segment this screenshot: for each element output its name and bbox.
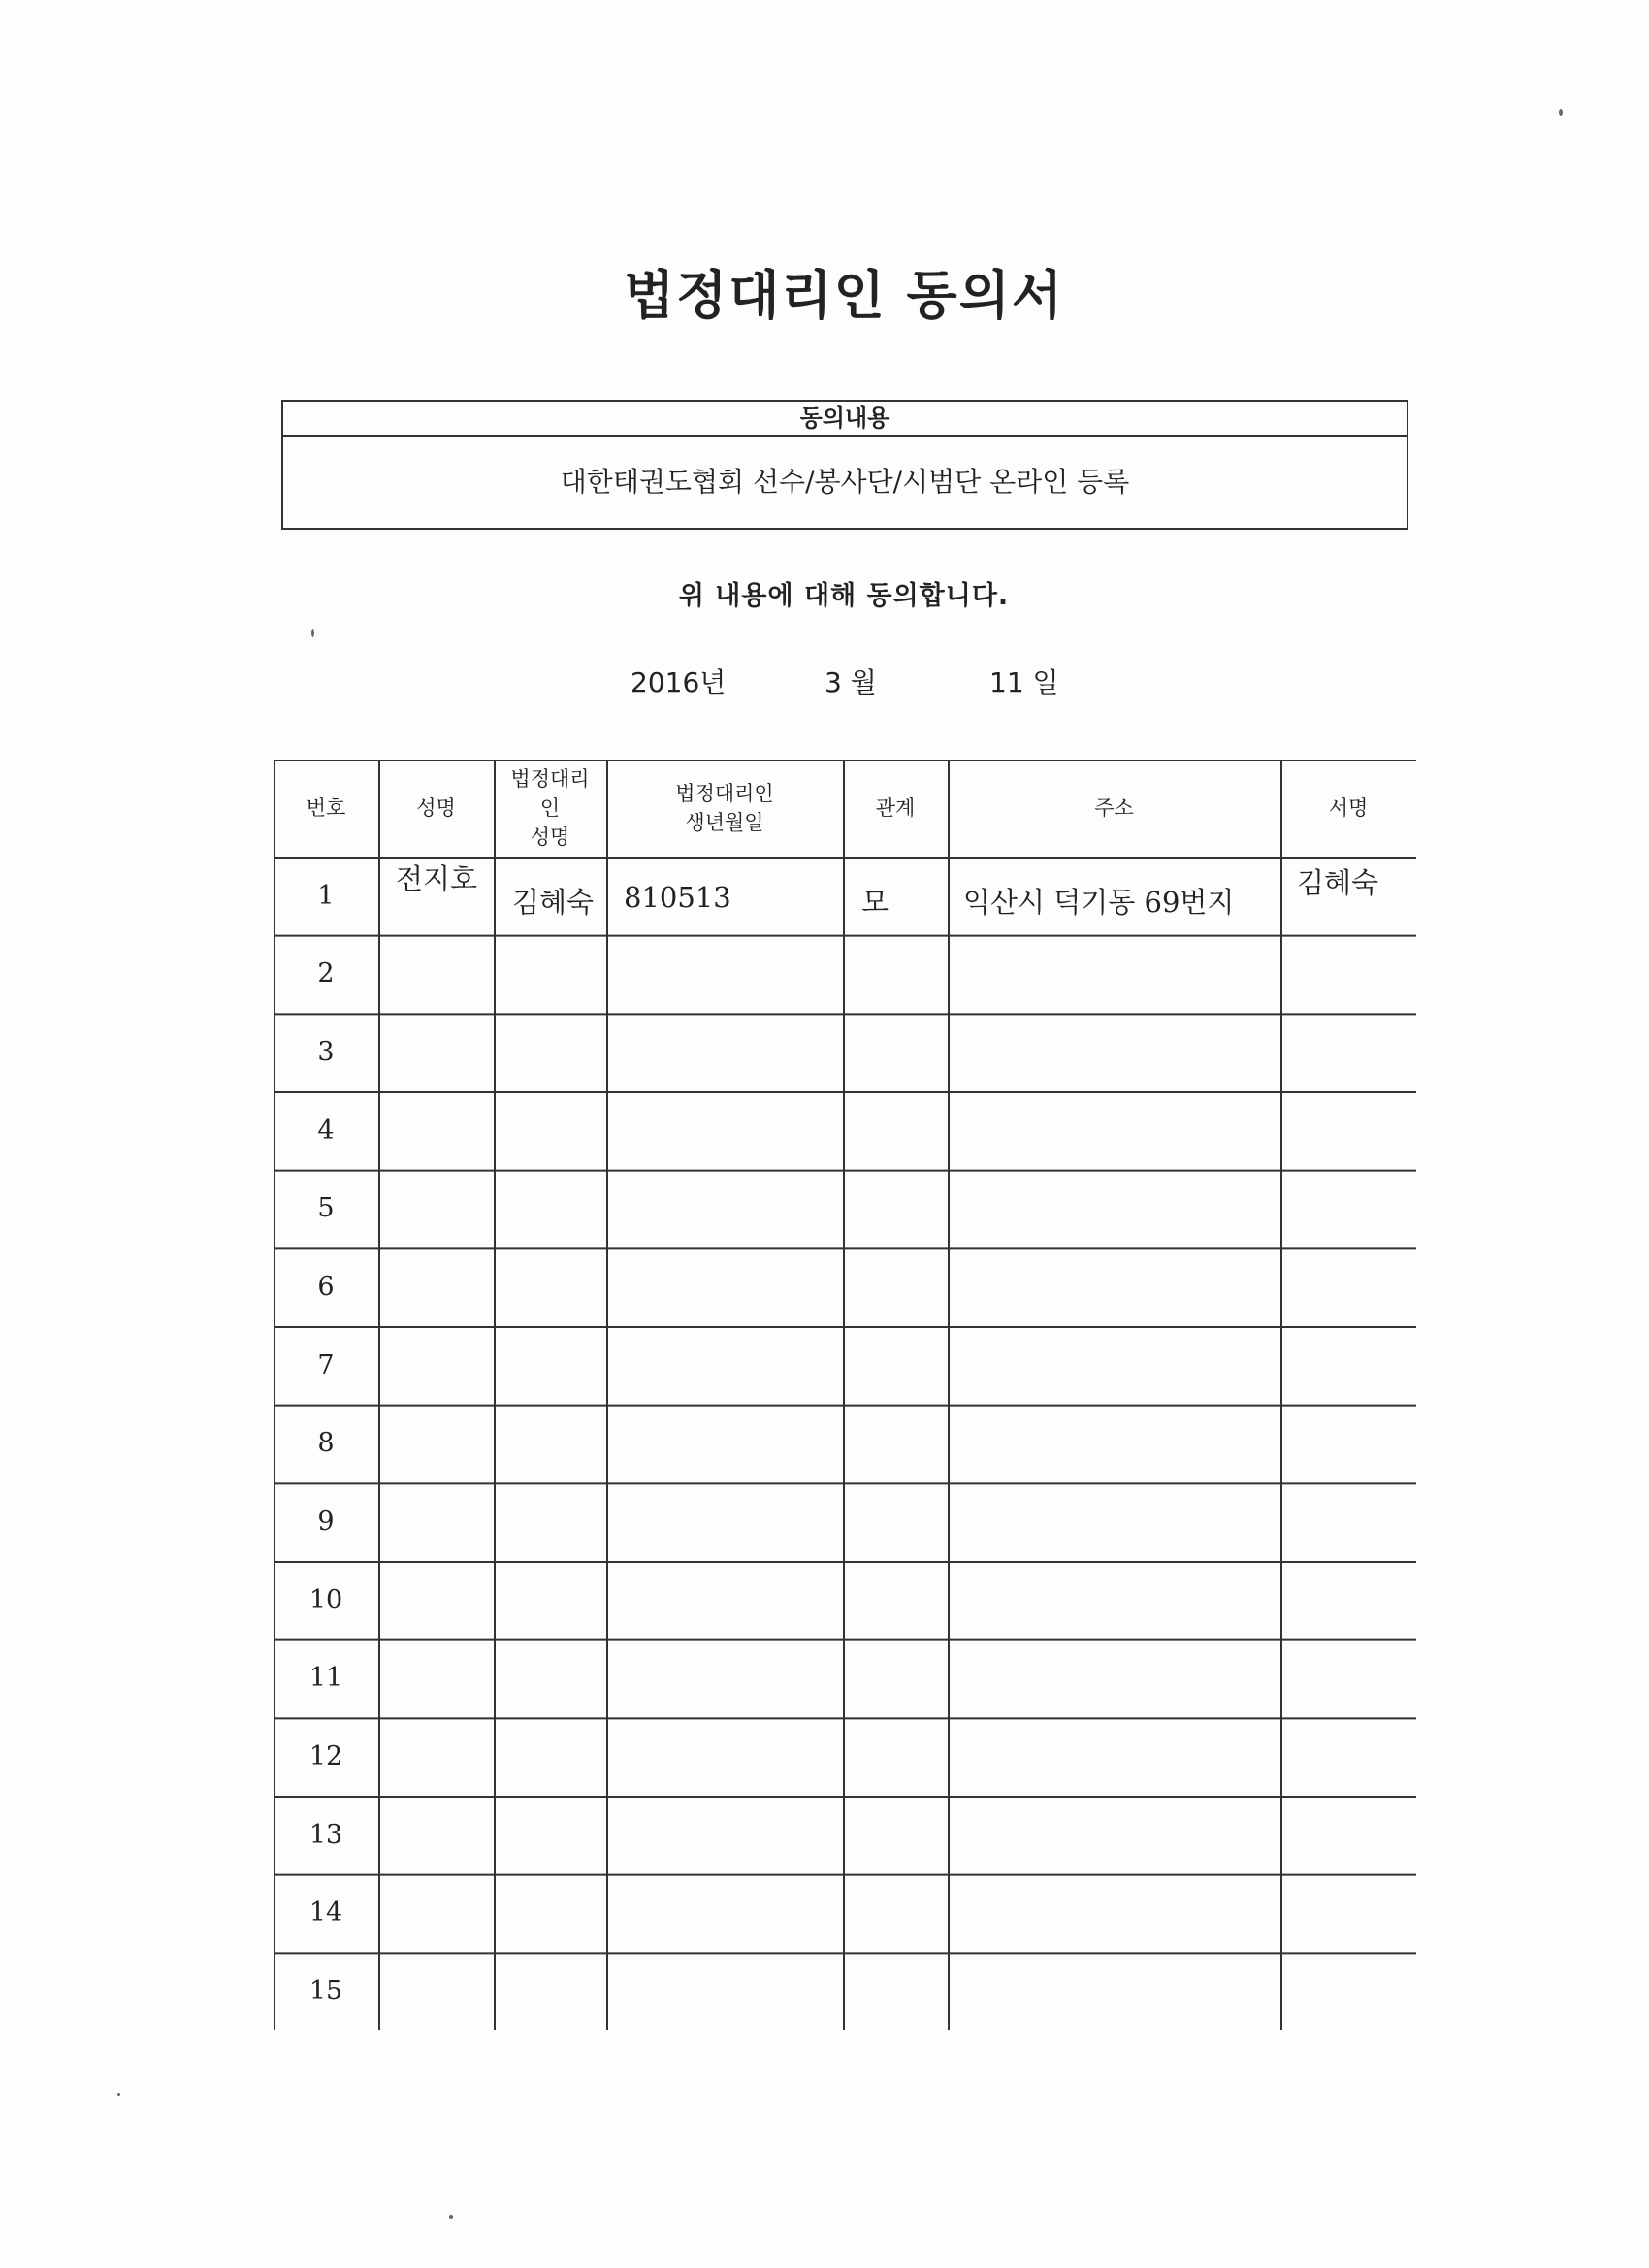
header-signature: 서명 <box>1328 796 1369 820</box>
row-number: 12 <box>308 1741 343 1772</box>
row-number: 14 <box>308 1897 343 1928</box>
row-number: 8 <box>317 1428 335 1459</box>
header-name: 성명 <box>416 796 456 820</box>
entry-name: 전지호 <box>396 862 478 895</box>
row-number: 5 <box>317 1193 335 1224</box>
entry-guardian-birth: 810513 <box>624 881 731 914</box>
agreement-statement: 위 내용에 대해 동의합니다. <box>678 581 1010 611</box>
scan-speck <box>311 629 314 637</box>
row-number: 10 <box>308 1584 343 1615</box>
date-day: 11 일 <box>989 666 1059 698</box>
row-number: 9 <box>317 1507 335 1538</box>
consent-content-box <box>281 400 1408 530</box>
scan-speck <box>449 2215 453 2219</box>
header-guardian-name: 법정대리 인 성명 <box>510 767 590 849</box>
entry-guardian-name: 김혜숙 <box>512 886 595 919</box>
date-year: 2016년 <box>630 666 727 698</box>
row-number: 4 <box>317 1115 335 1146</box>
consent-content: 대한태권도협회 선수/봉사단/시범단 온라인 등록 <box>560 466 1130 498</box>
header-address: 주소 <box>1094 796 1134 820</box>
scan-speck <box>117 2093 120 2096</box>
guardian-table <box>274 760 1416 2030</box>
consent-header: 동의내용 <box>283 402 1406 437</box>
header-guardian-birth: 법정대리인 생년월일 <box>675 782 774 834</box>
scan-speck <box>1559 109 1563 116</box>
table-grid-lines <box>274 760 1416 2030</box>
row-number: 1 <box>317 880 335 911</box>
row-number: 11 <box>308 1663 343 1694</box>
row-number: 7 <box>317 1349 335 1380</box>
row-number: 3 <box>317 1037 335 1068</box>
header-relation: 관계 <box>875 796 916 820</box>
header-number: 번호 <box>306 796 346 820</box>
entry-signature: 김혜숙 <box>1297 866 1379 899</box>
date-month: 3 월 <box>824 666 877 698</box>
row-number: 15 <box>308 1976 343 2007</box>
row-number: 2 <box>317 958 335 989</box>
entry-address: 익산시 덕기동 69번지 <box>963 886 1235 919</box>
document-title: 법정대리인 동의서 <box>623 265 1065 326</box>
row-number: 6 <box>317 1272 335 1303</box>
row-number: 13 <box>308 1819 343 1850</box>
entry-relation: 모 <box>861 886 889 919</box>
